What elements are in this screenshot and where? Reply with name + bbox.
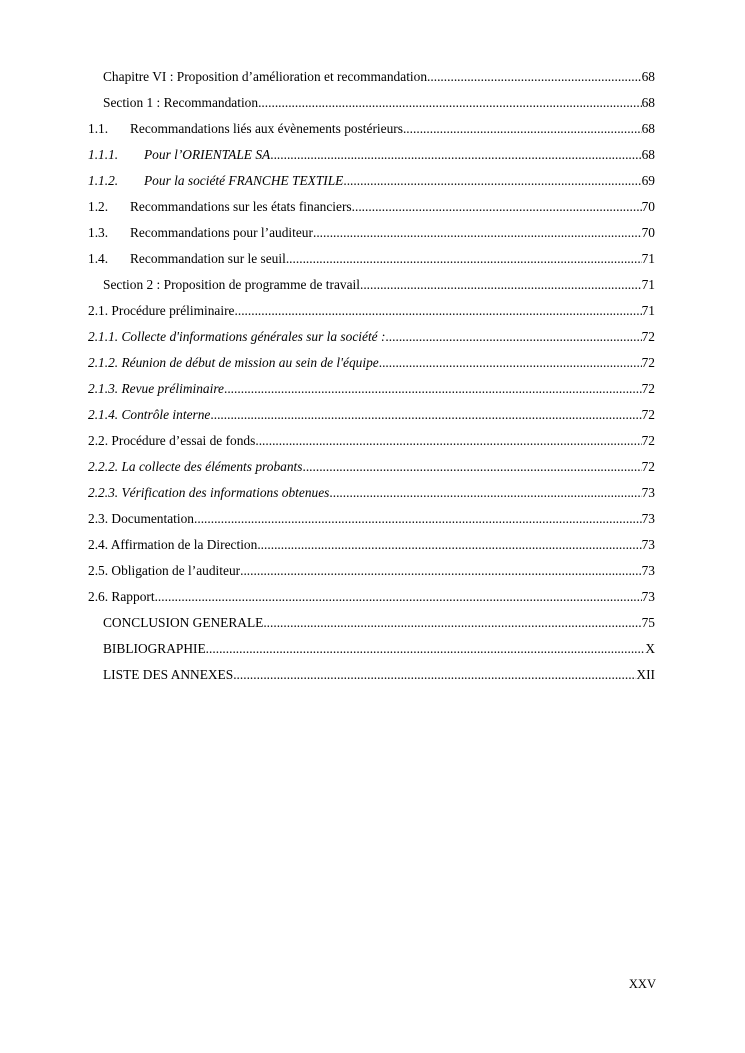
toc-entry-number: 1.4.: [88, 251, 109, 266]
toc-leader-dots: [258, 90, 642, 116]
toc-entry[interactable]: [0, 610, 745, 636]
toc-leader-dots: [155, 584, 642, 610]
toc-entry-page: 73: [641, 563, 655, 578]
toc-entry-title: Recommandation sur le seuil: [130, 251, 286, 266]
toc-entry-title: 2.2. Procédure d’essai de fonds: [88, 433, 256, 448]
toc-leader-dots: [343, 168, 641, 194]
toc-entry[interactable]: [0, 584, 745, 610]
toc-entry-page: 72: [641, 407, 655, 422]
toc-entry-title: 2.1. Procédure préliminaire: [88, 303, 235, 318]
toc-entry-page: 71: [641, 303, 655, 318]
toc-entry-title: 2.1.2. Réunion de début de mission au sein de l'équipe: [88, 355, 379, 370]
toc-entry-title: Recommandations sur les états financiers: [130, 199, 352, 214]
toc-entry-number: 1.1.2.: [88, 173, 119, 188]
toc-leader-dots: [240, 558, 642, 584]
toc-entry-page: 68: [641, 121, 655, 136]
toc-entry-page: 68: [641, 69, 655, 84]
toc-entry[interactable]: [0, 350, 745, 376]
toc-entry-title: Pour la société FRANCHE TEXTILE: [144, 173, 344, 188]
toc-entry-title: Recommandations liés aux évènements postérieurs: [130, 121, 403, 136]
toc-leader-dots: [286, 246, 642, 272]
toc-entry-title: Section 2 : Proposition de programme de travail: [103, 277, 360, 292]
toc-leader-dots: [235, 298, 642, 324]
toc-entry-title: 2.1.3. Revue préliminaire: [88, 381, 224, 396]
toc-entry-title: CONCLUSION GENERALE: [103, 615, 264, 630]
toc-entry[interactable]: [0, 402, 745, 428]
toc-entry-page: 73: [641, 589, 655, 604]
toc-leader-dots: [360, 272, 642, 298]
toc-entry-number: 1.1.: [88, 121, 109, 136]
toc-entry-title: 2.5. Obligation de l’auditeur: [88, 563, 241, 578]
toc-entry[interactable]: [0, 272, 745, 298]
toc-leader-dots: [233, 662, 636, 688]
toc-entry-title: LISTE DES ANNEXES: [103, 667, 234, 682]
toc-entry[interactable]: [0, 64, 745, 90]
toc-leader-dots: [352, 194, 642, 220]
toc-entry[interactable]: [0, 168, 745, 194]
toc-entry-title: Section 1 : Recommandation: [103, 95, 259, 110]
toc-entry-page: 71: [641, 251, 655, 266]
toc-leader-dots: [313, 220, 642, 246]
toc-leader-dots: [194, 506, 642, 532]
toc-entry-title: 2.2.2. La collecte des éléments probants: [88, 459, 303, 474]
toc-entry-page: 73: [641, 537, 655, 552]
toc-entry[interactable]: [0, 558, 745, 584]
toc-entry[interactable]: [0, 324, 745, 350]
toc-entry-title: 2.1.4. Contrôle interne: [88, 407, 211, 422]
toc-leader-dots: [302, 454, 641, 480]
toc-leader-dots: [255, 428, 641, 454]
toc-entry[interactable]: [0, 142, 745, 168]
toc-entry-page: 68: [641, 147, 655, 162]
toc-entry[interactable]: [0, 116, 745, 142]
toc-entry[interactable]: [0, 428, 745, 454]
toc-entry[interactable]: [0, 532, 745, 558]
toc-entry-page: 68: [641, 95, 655, 110]
toc-leader-dots: [210, 402, 641, 428]
toc-entry[interactable]: [0, 298, 745, 324]
toc-entry-number: 1.1.1.: [88, 147, 119, 162]
toc-entry-title: 2.6. Rapport: [88, 589, 155, 604]
toc-entry-page: 72: [641, 381, 655, 396]
toc-entry-title: Chapitre VI : Proposition d’amélioration et recommandation: [103, 69, 428, 84]
toc-entry[interactable]: [0, 90, 745, 116]
toc-leader-dots: [427, 64, 642, 90]
toc-leader-dots: [385, 324, 641, 350]
toc-entry-title: 2.1.1. Collecte d'informations générales sur la société :: [88, 329, 386, 344]
toc-entry-page: X: [645, 641, 655, 656]
toc-leader-dots: [257, 532, 641, 558]
toc-leader-dots: [206, 636, 646, 662]
footer-page-number: XXV: [628, 977, 656, 991]
toc-entry-page: 75: [641, 615, 655, 630]
toc-entry-page: 73: [641, 511, 655, 526]
toc-leader-dots: [403, 116, 642, 142]
toc-entry-page: 70: [641, 225, 655, 240]
toc-entry-page: 72: [641, 355, 655, 370]
toc-entry-page: XII: [636, 667, 655, 682]
toc-entry[interactable]: [0, 636, 745, 662]
toc-entry-title: 2.3. Documentation: [88, 511, 194, 526]
toc-entry-title: BIBLIOGRAPHIE: [103, 641, 206, 656]
toc-entry-title: 2.2.3. Vérification des informations obtenues: [88, 485, 330, 500]
toc-entry-page: 71: [641, 277, 655, 292]
toc-leader-dots: [224, 376, 642, 402]
toc-entry[interactable]: [0, 194, 745, 220]
toc-entry-page: 73: [641, 485, 655, 500]
toc-leader-dots: [263, 610, 641, 636]
toc-entry-title: Recommandations pour l’auditeur: [130, 225, 313, 240]
toc-entry[interactable]: [0, 376, 745, 402]
toc-entry-number: 1.3.: [88, 225, 109, 240]
toc-entry-title: Pour l’ORIENTALE SA: [144, 147, 271, 162]
toc-entry[interactable]: [0, 480, 745, 506]
toc-entry-page: 70: [641, 199, 655, 214]
toc-entry[interactable]: [0, 220, 745, 246]
toc-entry-page: 72: [641, 433, 655, 448]
toc-entry[interactable]: [0, 246, 745, 272]
toc-entry-page: 72: [641, 329, 655, 344]
toc-leader-dots: [379, 350, 642, 376]
toc-entry-title: 2.4. Affirmation de la Direction: [88, 537, 258, 552]
toc-entry-number: 1.2.: [88, 199, 109, 214]
toc-entry[interactable]: [0, 454, 745, 480]
toc-entry-page: 72: [641, 459, 655, 474]
toc-entry[interactable]: [0, 506, 745, 532]
table-of-contents: [0, 64, 745, 688]
toc-leader-dots: [270, 142, 641, 168]
toc-entry[interactable]: [0, 662, 745, 688]
toc-leader-dots: [329, 480, 641, 506]
toc-entry-page: 69: [641, 173, 655, 188]
